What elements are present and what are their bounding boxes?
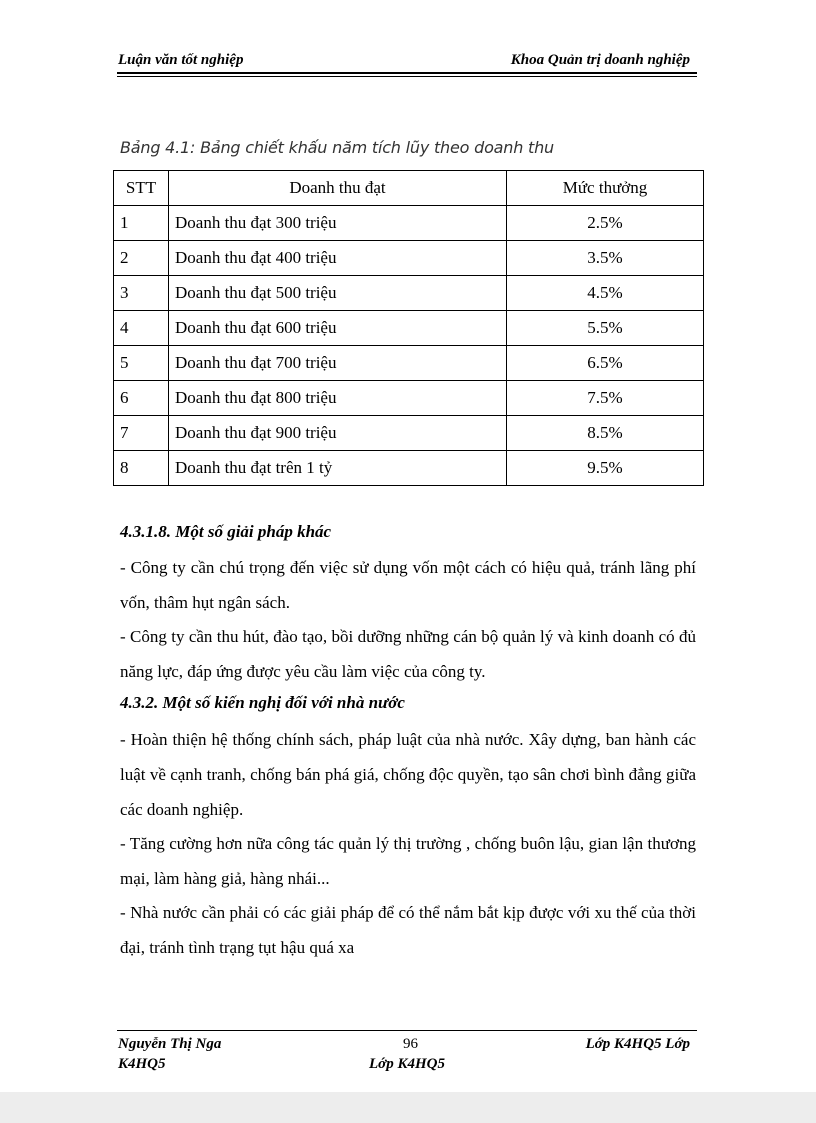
cell-revenue: Doanh thu đạt 400 triệu bbox=[169, 241, 507, 276]
cell-stt: 1 bbox=[114, 206, 169, 241]
footer-right-class: Lớp K4HQ5 Lớp bbox=[585, 1036, 690, 1052]
cell-reward: 8.5% bbox=[507, 416, 704, 451]
page-number: 96 bbox=[403, 1036, 418, 1052]
header-right-title: Khoa Quản trị doanh nghiệp bbox=[510, 52, 690, 68]
header-left-title: Luận văn tốt nghiệp bbox=[118, 52, 244, 68]
cell-revenue: Doanh thu đạt 300 triệu bbox=[169, 206, 507, 241]
paragraph: - Tăng cường hơn nữa công tác quản lý thị trường , chống buôn lậu, gian lận thương mại, làm hàng giả, hàng nhái... bbox=[120, 834, 696, 888]
table-row bbox=[114, 451, 704, 486]
cell-stt: 3 bbox=[114, 276, 169, 311]
cell-stt: 4 bbox=[114, 311, 169, 346]
page-bottom-band bbox=[0, 1092, 816, 1123]
cell-reward: 7.5% bbox=[507, 381, 704, 416]
footer-center-class: Lớp K4HQ5 bbox=[369, 1056, 445, 1072]
table-row bbox=[114, 311, 704, 346]
footer-divider bbox=[117, 1030, 697, 1031]
column-header-revenue: Doanh thu đạt bbox=[169, 171, 507, 206]
section-heading-state-recommendations: 4.3.2. Một số kiến nghị đối với nhà nước bbox=[120, 693, 405, 712]
cell-revenue: Doanh thu đạt 600 triệu bbox=[169, 311, 507, 346]
table-row bbox=[114, 206, 704, 241]
paragraph: - Công ty cần chú trọng đến việc sử dụng vốn một cách có hiệu quả, tránh lãng phí vốn, thâm hụt ngân sách. bbox=[120, 558, 696, 612]
table-row bbox=[114, 416, 704, 451]
paragraph: - Hoàn thiện hệ thống chính sách, pháp luật của nhà nước. Xây dựng, ban hành các luật về cạnh tranh, chống bán phá giá, chống độc quyền, tạo sân chơi bình đẳng giữa các doanh nghiệp. bbox=[120, 730, 696, 819]
header-divider-thick bbox=[117, 72, 697, 74]
cell-stt: 7 bbox=[114, 416, 169, 451]
table-row bbox=[114, 276, 704, 311]
cell-stt: 5 bbox=[114, 346, 169, 381]
paragraph: - Công ty cần thu hút, đào tạo, bồi dưỡng những cán bộ quản lý và kinh doanh có đủ năng lực, đáp ứng được yêu cầu làm việc của công ty. bbox=[120, 627, 696, 681]
footer-author-class: K4HQ5 bbox=[118, 1056, 166, 1072]
cell-reward: 9.5% bbox=[507, 451, 704, 486]
header-divider-thin bbox=[117, 76, 697, 77]
cell-revenue: Doanh thu đạt trên 1 tỷ bbox=[169, 451, 507, 486]
discount-table bbox=[113, 170, 704, 486]
table-caption: Bảng 4.1: Bảng chiết khấu năm tích lũy theo doanh thu bbox=[120, 138, 554, 157]
cell-reward: 5.5% bbox=[507, 311, 704, 346]
cell-reward: 2.5% bbox=[507, 206, 704, 241]
table-row bbox=[114, 241, 704, 276]
cell-stt: 2 bbox=[114, 241, 169, 276]
cell-stt: 8 bbox=[114, 451, 169, 486]
column-header-stt: STT bbox=[114, 171, 169, 206]
cell-reward: 3.5% bbox=[507, 241, 704, 276]
table-row bbox=[114, 381, 704, 416]
cell-revenue: Doanh thu đạt 500 triệu bbox=[169, 276, 507, 311]
cell-reward: 6.5% bbox=[507, 346, 704, 381]
cell-reward: 4.5% bbox=[507, 276, 704, 311]
cell-revenue: Doanh thu đạt 700 triệu bbox=[169, 346, 507, 381]
section-heading-other-solutions: 4.3.1.8. Một số giải pháp khác bbox=[120, 522, 332, 541]
cell-revenue: Doanh thu đạt 900 triệu bbox=[169, 416, 507, 451]
table-row bbox=[114, 346, 704, 381]
paragraph: - Nhà nước cần phải có các giải pháp để có thể nắm bắt kịp được với xu thế của thời đại, tránh tình trạng tụt hậu quá xa bbox=[120, 903, 696, 957]
table-header-row bbox=[114, 171, 704, 206]
cell-stt: 6 bbox=[114, 381, 169, 416]
cell-revenue: Doanh thu đạt 800 triệu bbox=[169, 381, 507, 416]
footer-author: Nguyễn Thị Nga bbox=[118, 1036, 222, 1052]
column-header-reward: Mức thưởng bbox=[507, 171, 704, 206]
